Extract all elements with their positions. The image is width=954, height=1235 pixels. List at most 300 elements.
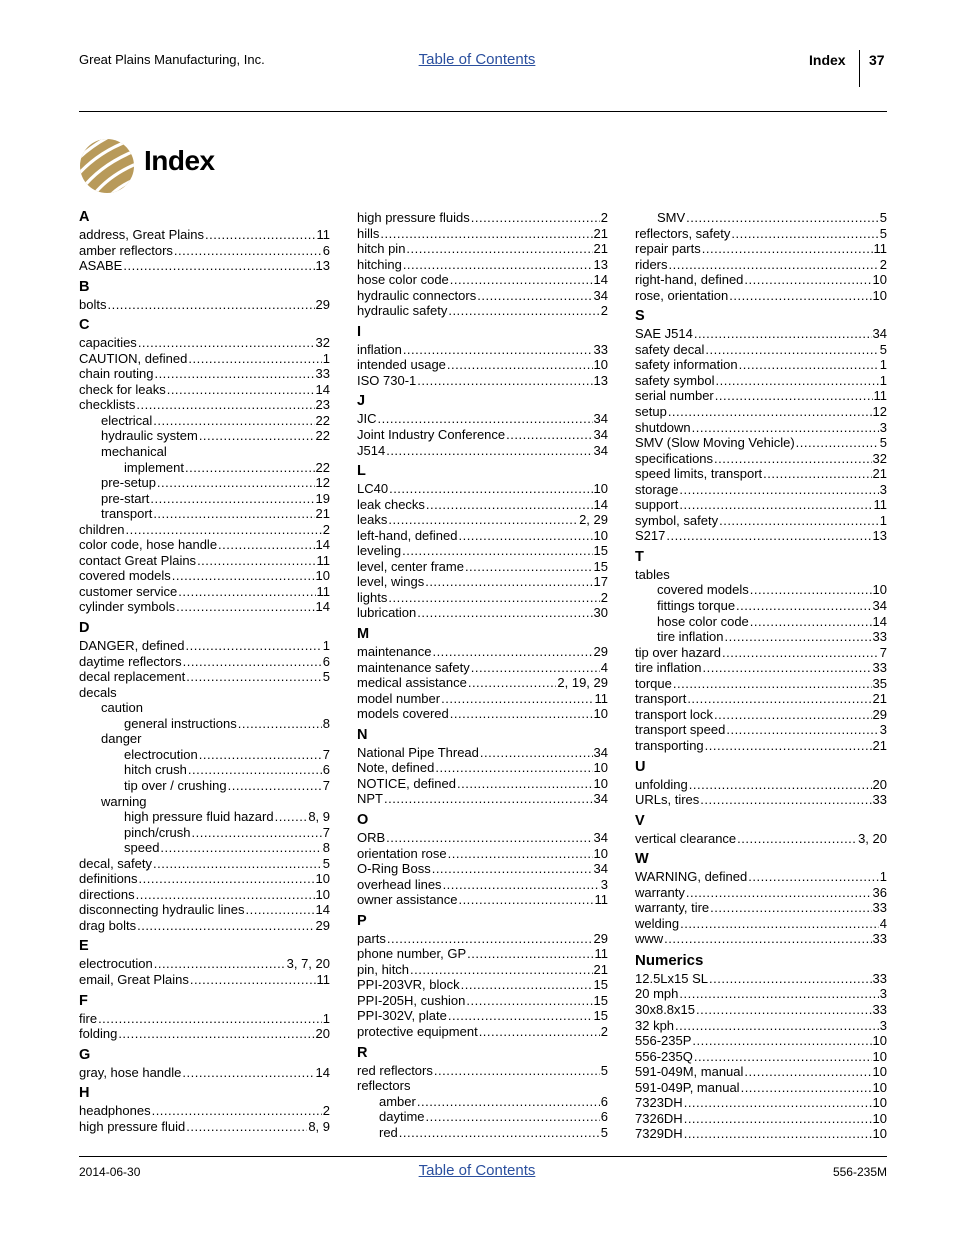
index-entry[interactable] — [357, 791, 608, 807]
index-entry[interactable] — [79, 902, 330, 918]
index-entry-term: customer service — [79, 583, 178, 599]
index-entry-page[interactable]: 14 — [315, 599, 330, 615]
index-entry-page[interactable]: 33 — [593, 341, 608, 357]
index-entry[interactable] — [357, 846, 608, 862]
index-entry-page[interactable]: 5 — [600, 1124, 608, 1140]
index-entry[interactable] — [79, 1026, 330, 1042]
index-entry-page[interactable]: 7 — [322, 777, 330, 793]
index-entry-page[interactable]: 5 — [879, 341, 887, 357]
index-entry[interactable] — [635, 272, 887, 288]
index-entry[interactable] — [635, 226, 887, 242]
index-entry-term: setup — [635, 404, 667, 420]
index-entry[interactable] — [357, 528, 608, 544]
index-entry-page[interactable]: 33 — [872, 970, 887, 986]
index-entry[interactable] — [79, 366, 330, 382]
index-entry-page[interactable]: 33 — [872, 1001, 887, 1017]
index-entry-page[interactable]: 32 — [872, 450, 887, 466]
index-entry-page[interactable]: 21 — [872, 737, 887, 753]
index-entry-page[interactable]: 34 — [593, 427, 608, 443]
index-entry-page[interactable]: 15 — [593, 558, 608, 574]
index-entry-page[interactable]: 11 — [316, 583, 330, 599]
index-entry[interactable] — [357, 993, 608, 1009]
index-entry[interactable] — [79, 669, 330, 685]
index-entry[interactable] — [79, 1011, 330, 1027]
index-entry-page[interactable]: 1 — [879, 372, 887, 388]
index-entry-page[interactable]: 10 — [593, 357, 608, 373]
index-entry-page[interactable]: 13 — [593, 256, 608, 272]
index-entry[interactable] — [635, 388, 887, 404]
index-entry-page[interactable]: 34 — [872, 598, 887, 614]
index-entry-page[interactable]: 10 — [872, 1110, 887, 1126]
index-entry[interactable] — [357, 946, 608, 962]
index-entry-page[interactable]: 14 — [315, 1064, 330, 1080]
index-entry-page[interactable]: 1 — [322, 1010, 330, 1026]
index-entry[interactable] — [79, 762, 330, 778]
index-entry-page[interactable]: 30 — [593, 605, 608, 621]
table-of-contents-link-top[interactable]: Table of Contents — [418, 51, 536, 68]
index-entry[interactable] — [79, 825, 330, 841]
index-entry[interactable] — [79, 1065, 330, 1081]
index-entry[interactable] — [635, 676, 887, 692]
index-entry[interactable] — [79, 918, 330, 934]
index-entry-term: shutdown — [635, 419, 691, 435]
index-entry-page[interactable]: 14 — [593, 272, 608, 288]
index-entry-page[interactable]: 33 — [872, 792, 887, 808]
index-entry-page[interactable]: 3 — [879, 1017, 887, 1033]
index-entry-page[interactable]: 33 — [872, 931, 887, 947]
index-entry[interactable] — [635, 1002, 887, 1018]
index-entry-term: implement — [124, 459, 184, 475]
index-entry[interactable] — [357, 776, 608, 792]
index-entry-page[interactable]: 3, 7, 20 — [286, 956, 330, 972]
index-entry[interactable] — [635, 707, 887, 723]
index-entry-page[interactable]: 11 — [316, 227, 330, 242]
index-entry-page[interactable]: 6 — [322, 653, 330, 669]
index-entry-term: decal replacement — [79, 669, 186, 685]
index-entry[interactable] — [357, 559, 608, 575]
index-entry-term: model number — [357, 690, 441, 706]
index-entry[interactable] — [357, 675, 608, 691]
index-entry[interactable] — [635, 1080, 887, 1096]
index-entry[interactable] — [357, 272, 608, 288]
index-entry-page[interactable]: 33 — [872, 900, 887, 916]
index-entry[interactable] — [79, 654, 330, 670]
index-entry-page[interactable]: 3 — [879, 419, 887, 435]
index-entry[interactable] — [635, 1049, 887, 1065]
index-entry[interactable] — [635, 357, 887, 373]
index-entry[interactable] — [635, 629, 887, 645]
index-entry[interactable] — [79, 382, 330, 398]
index-entry-page[interactable]: 3, 20 — [858, 830, 887, 846]
index-entry-page[interactable]: 15 — [593, 1008, 608, 1024]
index-entry-page[interactable]: 14 — [315, 381, 330, 397]
index-entry-page[interactable]: 8, 9 — [308, 809, 330, 825]
index-entry-page[interactable]: 29 — [593, 644, 608, 660]
index-entry[interactable] — [79, 840, 330, 856]
index-entry-page[interactable]: 2 — [600, 1023, 608, 1039]
index-entry[interactable] — [79, 568, 330, 584]
index-entry-page[interactable]: 11 — [873, 241, 887, 257]
index-entry-page[interactable]: 14 — [315, 902, 330, 918]
index-entry[interactable] — [635, 257, 887, 273]
index-entry[interactable] — [635, 497, 887, 513]
index-entry[interactable] — [635, 435, 887, 451]
index-entry[interactable] — [635, 528, 887, 544]
index-entry[interactable] — [357, 357, 608, 373]
index-entry-term: hitch pin — [357, 241, 406, 257]
index-entry[interactable] — [357, 481, 608, 497]
index-entry-page[interactable]: 10 — [593, 706, 608, 722]
index-entry-page[interactable]: 35 — [872, 675, 887, 691]
index-entry[interactable] — [79, 351, 330, 367]
index-entry[interactable] — [79, 584, 330, 600]
index-entry[interactable] — [357, 427, 608, 443]
index-entry-page[interactable]: 11 — [594, 946, 608, 962]
index-entry[interactable] — [635, 614, 887, 630]
index-entry-page[interactable]: 14 — [315, 537, 330, 553]
index-entry[interactable] — [79, 506, 330, 522]
index-entry-page[interactable]: 7 — [879, 644, 887, 660]
index-entry[interactable] — [635, 482, 887, 498]
index-entry-page[interactable]: 1 — [879, 869, 887, 885]
index-entry[interactable] — [79, 227, 330, 243]
index-entry-page[interactable]: 4 — [600, 659, 608, 675]
index-entry-page[interactable]: 1 — [879, 357, 887, 373]
index-entry-page[interactable]: 34 — [593, 861, 608, 877]
index-entry[interactable] — [635, 1033, 887, 1049]
index-entry[interactable] — [357, 892, 608, 908]
index-entry-page[interactable]: 34 — [593, 411, 608, 427]
index-entry[interactable] — [79, 809, 330, 825]
index-entry-page[interactable]: 29 — [315, 917, 330, 933]
index-entry-page[interactable]: 10 — [593, 527, 608, 543]
index-entry-page[interactable]: 11 — [316, 971, 330, 987]
index-entry-page[interactable]: 34 — [593, 287, 608, 303]
index-entry-page[interactable]: 20 — [872, 776, 887, 792]
index-entry[interactable] — [635, 885, 887, 901]
index-entry[interactable] — [79, 475, 330, 491]
index-entry[interactable] — [357, 241, 608, 257]
index-entry[interactable] — [635, 722, 887, 738]
index-entry[interactable] — [357, 1109, 608, 1125]
index-entry-page[interactable]: 11 — [594, 690, 608, 706]
index-entry-page[interactable]: 2 — [879, 256, 887, 272]
index-entry-page[interactable]: 34 — [593, 791, 608, 807]
index-entry-page[interactable]: 7 — [322, 746, 330, 762]
dot-leader — [461, 977, 593, 993]
index-entry-page[interactable]: 2 — [322, 521, 330, 537]
index-entry[interactable] — [357, 1008, 608, 1024]
index-entry-page[interactable]: 15 — [593, 977, 608, 993]
index-entry[interactable] — [635, 326, 887, 342]
index-entry[interactable] — [635, 1064, 887, 1080]
index-entry[interactable] — [635, 916, 887, 932]
great-plains-logo-icon — [79, 138, 135, 194]
index-entry-page[interactable]: 11 — [873, 388, 887, 404]
index-entry[interactable] — [79, 871, 330, 887]
index-entry[interactable] — [635, 373, 887, 389]
index-entry-page[interactable]: 36 — [872, 884, 887, 900]
index-entry-page[interactable]: 10 — [872, 1033, 887, 1049]
index-entry-page[interactable]: 2 — [322, 1103, 330, 1119]
index-entry-page[interactable]: 12 — [872, 404, 887, 420]
index-entry-page[interactable]: 13 — [315, 258, 330, 274]
index-entry[interactable] — [635, 869, 887, 885]
index-entry-page[interactable]: 2 — [600, 210, 608, 225]
index-entry[interactable] — [635, 777, 887, 793]
index-entry-page[interactable]: 29 — [872, 706, 887, 722]
index-entry[interactable] — [635, 451, 887, 467]
index-entry[interactable] — [79, 258, 330, 274]
index-entry[interactable] — [79, 856, 330, 872]
dot-leader — [744, 272, 871, 288]
index-entry[interactable] — [635, 210, 887, 226]
index-entry-page[interactable]: 10 — [593, 481, 608, 497]
index-entry-page[interactable]: 11 — [316, 552, 330, 568]
index-entry[interactable] — [635, 288, 887, 304]
index-entry-term: tire inflation — [657, 629, 724, 645]
index-entry[interactable] — [635, 513, 887, 529]
index-entry-term: transport lock — [635, 706, 714, 722]
index-entry[interactable] — [79, 638, 330, 654]
index-entry-page[interactable]: 13 — [872, 528, 887, 544]
index-entry[interactable] — [635, 404, 887, 420]
index-entry[interactable] — [635, 660, 887, 676]
index-entry-page[interactable]: 10 — [872, 1095, 887, 1111]
index-entry[interactable] — [357, 443, 608, 459]
index-entry-page[interactable]: 3 — [879, 481, 887, 497]
index-entry-page[interactable]: 14 — [593, 496, 608, 512]
index-entry-page[interactable]: 8 — [322, 840, 330, 856]
index-entry[interactable] — [635, 645, 887, 661]
index-entry-page[interactable]: 22 — [315, 412, 330, 428]
index-entry-term: children — [79, 521, 125, 537]
index-entry-page[interactable]: 2 — [600, 589, 608, 605]
index-entry[interactable] — [79, 747, 330, 763]
index-entry[interactable] — [79, 1103, 330, 1119]
index-entry-page[interactable]: 33 — [872, 660, 887, 676]
index-entry-page[interactable]: 21 — [315, 506, 330, 522]
index-entry[interactable] — [79, 297, 330, 313]
index-entry-page[interactable]: 6 — [322, 762, 330, 778]
index-entry-page[interactable]: 32 — [315, 335, 330, 351]
index-entry[interactable] — [635, 1126, 887, 1142]
index-entry[interactable] — [79, 522, 330, 538]
index-entry-page[interactable]: 20 — [315, 1026, 330, 1042]
index-entry[interactable] — [357, 303, 608, 319]
index-entry-page[interactable]: 5 — [322, 855, 330, 871]
index-entry-page[interactable]: 6 — [322, 242, 330, 258]
index-entry[interactable] — [79, 956, 330, 972]
index-entry-page[interactable]: 2 — [600, 303, 608, 319]
index-entry[interactable] — [635, 986, 887, 1002]
index-entry[interactable] — [635, 1018, 887, 1034]
index-entry[interactable] — [635, 598, 887, 614]
index-entry-page[interactable]: 6 — [600, 1109, 608, 1125]
index-entry-page[interactable]: 15 — [593, 543, 608, 559]
index-entry[interactable] — [357, 830, 608, 846]
index-entry[interactable] — [79, 887, 330, 903]
index-entry-page[interactable]: 10 — [315, 568, 330, 584]
index-entry-page[interactable]: 10 — [593, 760, 608, 776]
index-entry[interactable] — [357, 210, 608, 226]
index-entry-page[interactable]: 10 — [872, 1079, 887, 1095]
index-entry[interactable] — [357, 288, 608, 304]
index-entry-page[interactable]: 15 — [593, 992, 608, 1008]
index-entry[interactable] — [635, 971, 887, 987]
index-entry-page[interactable]: 10 — [872, 1064, 887, 1080]
index-entry[interactable] — [357, 1094, 608, 1110]
index-entry-page[interactable]: 23 — [315, 397, 330, 413]
index-entry-page[interactable]: 21 — [593, 225, 608, 241]
index-entry-page[interactable]: 17 — [593, 574, 608, 590]
index-entry-page[interactable]: 19 — [315, 490, 330, 506]
index-entry[interactable] — [635, 691, 887, 707]
index-entry-page[interactable]: 3 — [879, 986, 887, 1002]
index-entry-page[interactable]: 22 — [315, 428, 330, 444]
index-entry[interactable] — [79, 537, 330, 553]
index-entry-page[interactable]: 10 — [872, 272, 887, 288]
index-entry[interactable] — [357, 962, 608, 978]
index-entry[interactable] — [79, 335, 330, 351]
index-entry-term: cylinder symbols — [79, 599, 176, 615]
index-entry-page[interactable]: 34 — [593, 744, 608, 760]
index-entry-page[interactable]: 12 — [315, 475, 330, 491]
index-entry-page[interactable]: 7 — [322, 824, 330, 840]
index-entry[interactable] — [357, 373, 608, 389]
index-entry[interactable] — [79, 243, 330, 259]
index-entry-page[interactable]: 21 — [593, 961, 608, 977]
index-entry-page[interactable]: 34 — [593, 829, 608, 845]
index-entry[interactable] — [357, 691, 608, 707]
index-entry-page[interactable]: 14 — [872, 613, 887, 629]
index-entry[interactable] — [79, 553, 330, 569]
index-entry-page[interactable]: 34 — [593, 442, 608, 458]
index-entry[interactable] — [357, 745, 608, 761]
index-entry[interactable] — [635, 1095, 887, 1111]
index-entry[interactable] — [357, 605, 608, 621]
index-entry[interactable] — [357, 590, 608, 606]
index-entry-page[interactable]: 5 — [600, 1062, 608, 1078]
index-entry[interactable] — [79, 1119, 330, 1135]
index-entry[interactable] — [357, 497, 608, 513]
index-entry[interactable] — [357, 1125, 608, 1141]
index-entry[interactable] — [357, 543, 608, 559]
index-entry-page[interactable]: 2, 19, 29 — [557, 675, 608, 691]
index-entry[interactable] — [79, 778, 330, 794]
table-of-contents-link-bottom[interactable]: Table of Contents — [418, 1162, 536, 1179]
index-entry-page[interactable]: 10 — [872, 287, 887, 303]
index-entry[interactable] — [357, 931, 608, 947]
index-entry-page[interactable]: 10 — [872, 582, 887, 598]
index-entry-page[interactable]: 22 — [315, 459, 330, 475]
index-entry-page[interactable]: 29 — [315, 296, 330, 312]
index-entry[interactable] — [635, 738, 887, 754]
index-entry[interactable] — [357, 877, 608, 893]
index-entry[interactable] — [357, 342, 608, 358]
index-entry[interactable] — [357, 1024, 608, 1040]
index-entry[interactable] — [635, 241, 887, 257]
index-entry-page[interactable]: 5 — [879, 225, 887, 241]
index-entry[interactable] — [79, 716, 330, 732]
index-entry-page[interactable]: 1 — [322, 638, 330, 654]
index-entry[interactable] — [635, 900, 887, 916]
index-entry[interactable] — [635, 420, 887, 436]
index-entry-page[interactable]: 11 — [873, 497, 887, 513]
index-entry[interactable] — [635, 931, 887, 947]
index-entry[interactable] — [357, 411, 608, 427]
index-entry[interactable] — [357, 706, 608, 722]
index-entry[interactable] — [357, 257, 608, 273]
index-entry-page[interactable]: 34 — [872, 326, 887, 342]
index-entry-page[interactable]: 21 — [872, 691, 887, 707]
index-entry-page[interactable]: 6 — [600, 1093, 608, 1109]
index-entry-page[interactable]: 8 — [322, 715, 330, 731]
index-entry-term: daytime — [379, 1109, 425, 1125]
index-entry-page[interactable]: 3 — [879, 722, 887, 738]
index-entry-page[interactable]: 4 — [879, 915, 887, 931]
index-entry[interactable] — [357, 512, 608, 528]
index-entry-page[interactable]: 3 — [600, 876, 608, 892]
index-entry[interactable] — [79, 599, 330, 615]
index-entry-page[interactable]: 33 — [315, 366, 330, 382]
index-entry[interactable] — [635, 342, 887, 358]
index-entry-page[interactable]: 21 — [593, 241, 608, 257]
index-entry-page[interactable]: 2, 29 — [579, 512, 608, 528]
index-entry[interactable] — [357, 977, 608, 993]
index-entry[interactable] — [79, 491, 330, 507]
index-entry-page[interactable]: 21 — [872, 466, 887, 482]
index-entry[interactable] — [79, 413, 330, 429]
index-entry[interactable] — [357, 760, 608, 776]
index-entry-page[interactable]: 10 — [315, 886, 330, 902]
index-entry[interactable] — [357, 574, 608, 590]
index-entry-term: lights — [357, 589, 388, 605]
index-entry[interactable] — [357, 861, 608, 877]
index-entry[interactable] — [635, 792, 887, 808]
index-entry[interactable] — [635, 466, 887, 482]
index-entry-page[interactable]: 13 — [593, 372, 608, 388]
index-entry-page[interactable]: 5 — [322, 669, 330, 685]
index-entry-page[interactable]: 11 — [594, 892, 608, 908]
index-entry-page[interactable]: 10 — [315, 871, 330, 887]
index-entry-page[interactable]: 5 — [879, 435, 887, 451]
index-entry[interactable] — [357, 1063, 608, 1079]
index-entry[interactable] — [357, 660, 608, 676]
index-entry[interactable] — [79, 428, 330, 444]
index-entry[interactable] — [357, 226, 608, 242]
index-entry-page[interactable]: 10 — [872, 1048, 887, 1064]
index-entry-page[interactable]: 10 — [593, 845, 608, 861]
index-entry-term: color code, hose handle — [79, 537, 218, 553]
index-entry-page[interactable]: 8, 9 — [308, 1118, 330, 1134]
index-entry[interactable] — [635, 1111, 887, 1127]
index-letter-heading: W — [635, 851, 649, 868]
index-entry[interactable] — [635, 582, 887, 598]
index-entry-page[interactable]: 10 — [872, 1126, 887, 1142]
index-entry[interactable] — [79, 460, 330, 476]
index-entry-page[interactable]: 29 — [593, 930, 608, 946]
index-entry-page[interactable]: 5 — [879, 210, 887, 225]
index-entry[interactable] — [79, 397, 330, 413]
index-entry-page[interactable]: 1 — [322, 350, 330, 366]
index-entry-page[interactable]: 1 — [879, 512, 887, 528]
index-entry-page[interactable]: 33 — [872, 629, 887, 645]
index-entry[interactable] — [79, 972, 330, 988]
index-entry[interactable] — [357, 644, 608, 660]
index-entry[interactable] — [635, 831, 887, 847]
index-entry-page[interactable]: 10 — [593, 775, 608, 791]
